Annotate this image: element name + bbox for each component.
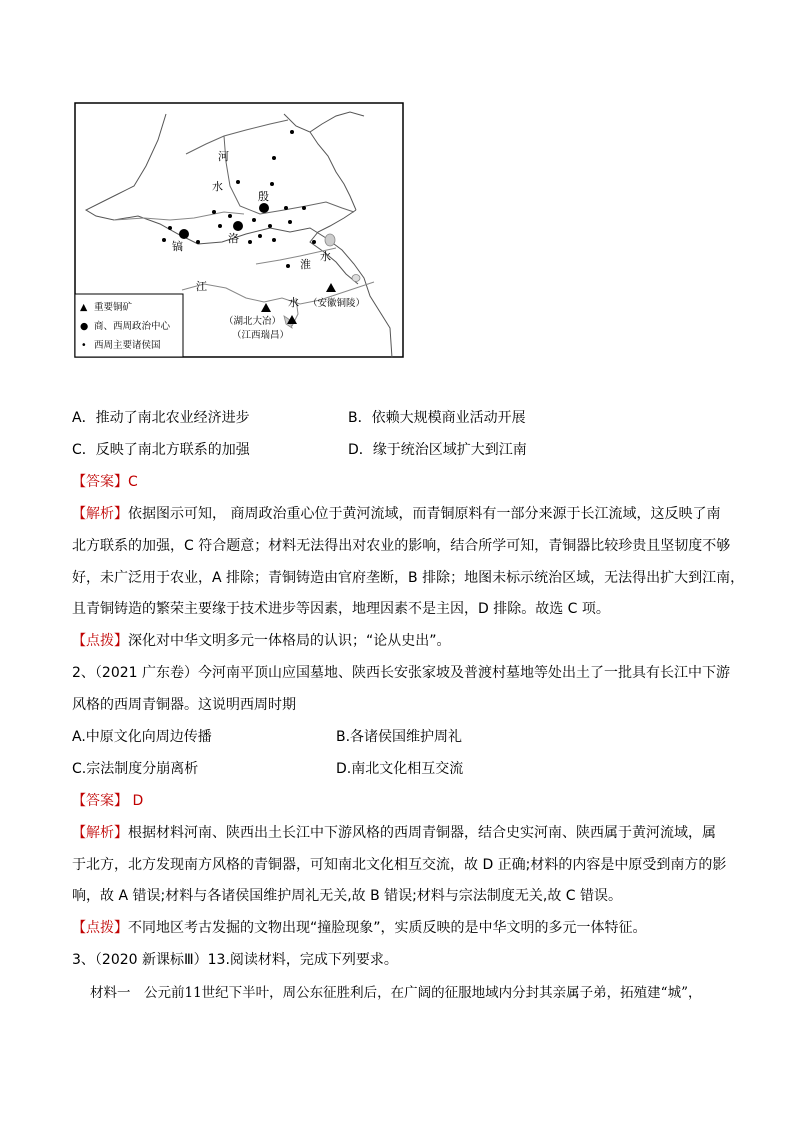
q1-option-b: B．依赖大规模商业活动开展 <box>348 410 526 426</box>
q2-option-a: A.中原文化向周边传播 <box>72 729 212 745</box>
tip-tag: 【点拨】 <box>72 920 128 936</box>
legend-vassal-symbol: • <box>81 340 87 351</box>
q2-answer <box>72 791 143 811</box>
label-luo: 洛 <box>228 232 239 245</box>
q2-option-d: D.南北文化相互交流 <box>336 761 464 777</box>
q2-analysis-line-1: 【解析】根据材料河南、陕西出土长江中下游风格的西周青铜器，结合史实河南、陕西属于黄河流域，属 <box>72 825 716 841</box>
q3-stem: 3、（2020 新课标Ⅲ）13.阅读材料，完成下列要求。 <box>72 952 398 968</box>
tip-tag: 【点拨】 <box>72 633 128 649</box>
label-he: 河 <box>218 150 229 163</box>
label-jiangxi-ruichang: （江西瑞昌） <box>232 330 290 341</box>
capital-marker <box>259 203 269 213</box>
q2-stem-line-1: 2、（2021 广东卷）今河南平顶山应国墓地、陕西长安张家坡及普渡村墓地等处出土了一批具有长江中下游 <box>72 665 730 681</box>
label-shui: 水 <box>212 180 223 193</box>
answer-value: D <box>128 793 144 809</box>
answer-value: C <box>128 474 138 490</box>
answer-tag: 【答案】 <box>72 474 128 490</box>
q3-material: 材料一 公元前11世纪下半叶，周公东征胜利后，在广阔的征服地域内分封其亲属子弟，拓殖建“城”， <box>90 985 702 1001</box>
label-anhui-tongling: （安徽铜陵） <box>308 298 366 309</box>
capital-marker <box>179 229 189 239</box>
label-yin: 殷 <box>258 190 269 203</box>
label-hubei-daye: （湖北大冶） <box>224 316 282 327</box>
q2-analysis-line-2: 于北方，北方发现南方风格的青铜器，可知南北文化相互交流，故 D 正确;材料的内容是中原受到南方的影 <box>72 857 727 873</box>
q2-analysis-line-3: 响，故 A 错误;材料与各诸侯国维护周礼无关,故 B 错误;材料与宗法制度无关,故 C 错误。 <box>72 888 622 904</box>
capital-marker <box>233 221 243 231</box>
q1-analysis-line-3: 好，未广泛用于农业，A 排除；青铜铸造由官府垄断，B 排除；地图未标示统治区域，无法得出扩大到江南， <box>72 570 745 586</box>
legend-mine-symbol: ▲ <box>80 302 88 313</box>
legend-vassal-label: 西周主要诸侯国 <box>94 340 161 351</box>
label-shui-jiang: 水 <box>288 296 299 309</box>
q1-analysis-line-4: 且青铜铸造的繁荣主要缘于技术进步等因素，地理因素不是主因，D 排除。故选 C 项。 <box>72 601 610 617</box>
analysis-tag: 【解析】 <box>72 825 128 841</box>
legend-capital-label: 商、西周政治中心 <box>94 321 171 332</box>
answer-tag: 【答案】 <box>72 793 128 809</box>
q2-option-c: C.宗法制度分崩离析 <box>72 761 199 777</box>
map-legend <box>75 294 183 357</box>
q2-tip: 【点拨】不同地区考古发掘的文物出现“撞脸现象”，实质反映的是中华文明的多元一体特征。 <box>72 920 647 936</box>
q1-option-d: D．缘于统治区域扩大到江南 <box>348 442 527 458</box>
q1-answer <box>72 472 138 492</box>
label-huai: 淮 <box>300 258 311 271</box>
q1-analysis-line-1: 【解析】依据图示可知， 商周政治重心位于黄河流域，而青铜原料有一部分来源于长江流域，这反映了南 <box>72 506 721 522</box>
q1-option-a: A．推动了南北农业经济进步 <box>72 410 250 426</box>
label-hao: 镐 <box>172 240 183 253</box>
q2-stem-line-2: 风格的西周青铜器。这说明西周时期 <box>72 697 296 713</box>
q1-option-c: C．反映了南北方联系的加强 <box>72 442 250 458</box>
legend-capital-symbol: ● <box>80 321 89 332</box>
label-shui-huai: 水 <box>320 250 331 263</box>
legend-mine-label: 重要铜矿 <box>94 302 133 313</box>
bronze-map <box>74 102 404 358</box>
label-jiang: 江 <box>196 280 207 293</box>
q1-analysis-line-2: 北方联系的加强，C 符合题意；材料无法得出对农业的影响，结合所学可知，青铜器比较珍贵且坚韧度不够 <box>72 538 731 554</box>
analysis-tag: 【解析】 <box>72 506 128 522</box>
q2-option-b: B.各诸侯国维护周礼 <box>336 729 463 745</box>
q1-tip: 【点拨】深化对中华文明多元一体格局的认识；“论从史出”。 <box>72 633 451 649</box>
